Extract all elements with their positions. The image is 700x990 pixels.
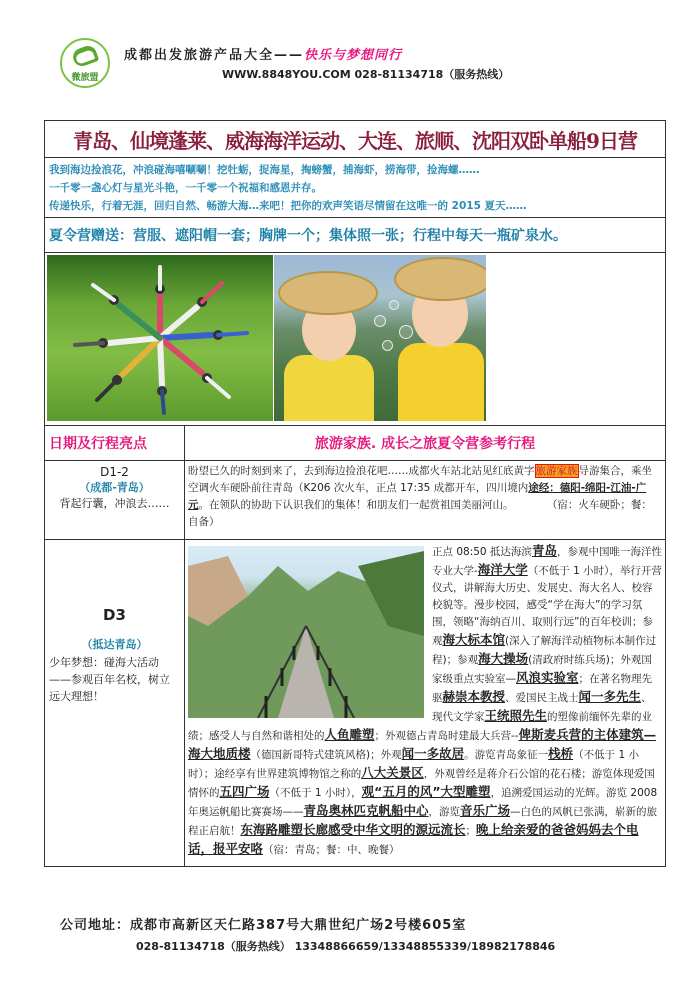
desc-text: （不低于 1 小时）， bbox=[269, 787, 362, 799]
section-header-left: 日期及行程亮点 bbox=[45, 426, 185, 460]
highlight-place: 音乐广场 bbox=[460, 803, 511, 818]
intro-line: 传递快乐，行着无涯，回归自然、畅游大海…来吧！把你的欢声笑语尽情留在这唯一的 2015 夏天…… bbox=[49, 200, 527, 212]
highlight-place: 赫崇本教授 bbox=[442, 689, 506, 704]
desc-text: 、爱国民主战士 bbox=[505, 692, 579, 704]
highlight-place: 海大操场 bbox=[478, 651, 529, 666]
highlight-place: 闻一多故居 bbox=[401, 746, 465, 761]
day-route: （成都-青岛） bbox=[79, 481, 150, 494]
intro-block bbox=[45, 158, 665, 218]
children-circle-illustration bbox=[47, 255, 273, 421]
day-route: （抵达青岛） bbox=[81, 638, 148, 651]
bubble bbox=[389, 300, 399, 310]
day-row-d1-2 bbox=[45, 461, 665, 540]
desc-text: (清政府时练兵场)；外观国家级重点实验室— bbox=[432, 654, 652, 685]
highlight-place: 人鱼雕塑 bbox=[324, 727, 375, 742]
highlight-place: 栈桥 bbox=[548, 746, 574, 761]
intro-line: 我到海边捡浪花，冲浪碰海嘻唰唰！挖牡蛎，捉海星，掏螃蟹，捕海虾，捞海带，捡海螺…… bbox=[49, 164, 480, 176]
highlight-place: 俾斯麦兵营的主体建筑—海大地质楼 bbox=[188, 727, 657, 761]
lodging-note: （宿：火车硬卧；餐：自备） bbox=[188, 499, 652, 528]
desc-text: 。游览青岛象征一 bbox=[464, 749, 549, 761]
day-description bbox=[185, 461, 665, 539]
scenic-bridge-photo bbox=[188, 546, 424, 718]
itinerary-table bbox=[44, 120, 666, 867]
route-underline: 途经：德阳-绵阳-江油-广元 bbox=[188, 482, 647, 511]
header-title bbox=[124, 44, 402, 63]
desc-text: (深入了解海洋动植物标本制作过程)；参观 bbox=[432, 635, 657, 666]
desc-text: 导游集合，乘坐空调火车硬卧前往青岛（K206 次火车，正点 17:35 成都开车，四川境内 bbox=[188, 465, 652, 494]
bubble bbox=[382, 340, 393, 351]
desc-text: ，参观中国唯一海洋性专业大学- bbox=[432, 546, 662, 577]
desc-text: ； bbox=[465, 825, 477, 837]
header-slogan: 快乐与梦想同行 bbox=[304, 48, 403, 63]
company-phones: 028-81134718（服务热线） 13348866659/13348855339/18982178846 bbox=[136, 940, 556, 953]
day-note: 少年梦想：碰海大活动——参观百年名校，树立远大理想！ bbox=[49, 656, 170, 703]
desc-text: （宿：青岛；餐：中、晚餐） bbox=[263, 844, 400, 856]
highlight-place: 晚上给亲爱的爸爸妈妈去个电话，报平安咯 bbox=[188, 822, 639, 856]
section-header-right: 旅游家族. 成长之旅夏令营参考行程 bbox=[314, 436, 536, 452]
intro-line: 一千零一盏心灯与星光斗艳，一千零一个祝福和感恩并存。 bbox=[49, 182, 322, 194]
desc-text: ；在著名物理先驱 bbox=[432, 673, 653, 704]
company-address: 公司地址：成都市高新区天仁路387号大鼎世纪广场2号楼605室 bbox=[60, 918, 467, 933]
children-circle-photo bbox=[47, 255, 273, 421]
bubble bbox=[399, 325, 413, 339]
brand-logo bbox=[60, 38, 110, 88]
girl-hat bbox=[278, 271, 378, 315]
highlight-tag: 旅游家族 bbox=[535, 465, 578, 477]
desc-text: ，游览 bbox=[428, 806, 461, 818]
day-label-cell bbox=[45, 461, 185, 539]
highlight-place: 东海路雕塑长廊感受中华文明的源远流长 bbox=[240, 822, 466, 837]
desc-text: （不低于 1 小时），举行开营仪式，讲解海大历史、发展史、海大名人、校容校貌等。漫步校园，感受“学在海大”的学习氛围，领略“海纳百川、取则行远”的百年校训；参观 bbox=[432, 565, 662, 647]
highlight-place: 闻一多先生 bbox=[578, 689, 642, 704]
desc-text: 盼望已久的时刻到来了，去到海边捡浪花吧……成都火车站北站见红底黄字 bbox=[188, 465, 535, 477]
desc-text: 、现代文学家 bbox=[432, 692, 652, 723]
girl-shirt bbox=[284, 355, 374, 421]
highlight-place: 风浪实验室 bbox=[516, 670, 579, 685]
day-label-cell bbox=[45, 540, 185, 866]
day-row-d3 bbox=[45, 540, 665, 866]
gift-line: 夏令营赠送：营服、遮阳帽一套；胸牌一个；集体照一张；行程中每天一瓶矿泉水。 bbox=[45, 218, 665, 253]
desc-text: （德国新哥特式建筑风格)；外观 bbox=[250, 749, 402, 761]
bridge-illustration bbox=[188, 546, 424, 718]
desc-text: ；外观德占青岛时建最大兵营-- bbox=[374, 730, 519, 742]
photo-row bbox=[45, 253, 665, 426]
logo-text: 微旅盟 bbox=[71, 73, 99, 83]
kids-bubbles-photo bbox=[274, 255, 486, 421]
highlight-place: 观“五月的风”大型雕塑 bbox=[361, 784, 491, 799]
day-description bbox=[185, 540, 665, 866]
section-header bbox=[45, 426, 665, 461]
highlight-place: 王统照先生 bbox=[484, 708, 548, 723]
desc-text: 正点 08:50 抵达海滨 bbox=[432, 546, 532, 558]
title-row bbox=[45, 121, 665, 158]
highlight-place: 青岛奥林匹克帆船中心 bbox=[303, 803, 429, 818]
page-title: 青岛、仙境蓬莱、威海海洋运动、大连、旅顺、沈阳双卧单船9日营 bbox=[73, 128, 637, 153]
highlight-place: 青岛 bbox=[531, 543, 557, 558]
desc-text: 。在领队的协助下认识我们的集体！和朋友们一起赏祖国美丽河山。 bbox=[198, 499, 514, 511]
desc-text: —白色的风帆已张满，崭新的旅程正启航！ bbox=[188, 806, 658, 837]
header-contact: WWW.8848YOU.COM 028-81134718（服务热线） bbox=[222, 68, 510, 81]
day-number: D3 bbox=[103, 606, 126, 624]
highlight-place: 海洋大学 bbox=[477, 562, 528, 577]
desc-text: ，追溯爱国运动的光辉。游览 2008 年奥运帆船比赛赛场—— bbox=[188, 787, 658, 818]
day-note: 背起行囊，冲浪去…… bbox=[59, 497, 170, 510]
highlight-place: 海大标本馆 bbox=[442, 632, 506, 647]
desc-text: （不低于 1 小时）；途经享有世界建筑博物馆之称的 bbox=[188, 749, 640, 780]
highlight-place: 五四广场 bbox=[219, 784, 270, 799]
header-title-text: 成都出发旅游产品大全—— bbox=[124, 48, 305, 63]
highlight-place: 八大关景区 bbox=[361, 765, 424, 780]
bubble bbox=[374, 315, 386, 327]
day-number: D1-2 bbox=[100, 465, 129, 479]
boy-shirt bbox=[398, 343, 484, 421]
desc-text: ，外观曾经是蒋介石公馆的花石楼；游览体现爱国情怀的 bbox=[188, 768, 655, 799]
page-header bbox=[0, 0, 700, 100]
desc-text: 的塑像前缅怀先辈的业绩；感受人与自然和谐相处的 bbox=[188, 711, 653, 742]
boy-hat bbox=[394, 257, 486, 301]
